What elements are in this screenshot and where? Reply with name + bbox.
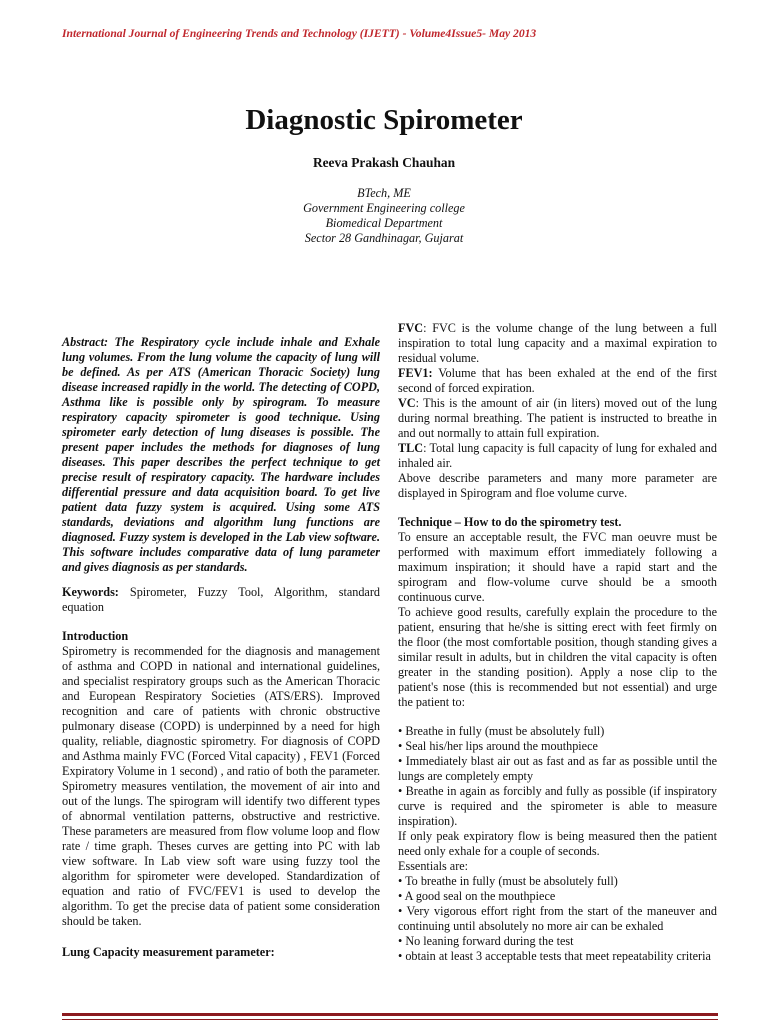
definition-sep: :: [423, 321, 433, 335]
essential-item: • A good seal on the mouthpiece: [398, 889, 556, 903]
definitions-note: Above describe parameters and many more parameter are displayed in Spirogram and floe volume curve.: [398, 471, 717, 500]
author-name: Reeva Prakash Chauhan: [312, 155, 456, 170]
essential-item: • To breathe in fully (must be absolutely full): [398, 874, 618, 888]
definition-text: This is the amount of air (in liters) moved out of the lung during normal breathing. The patient is instructed to breathe in and out normally to attain full expiration.: [398, 396, 717, 440]
definition-text: Volume that has been exhaled at the end of the first second of forced expiration.: [398, 366, 717, 395]
lung-capacity-heading: Lung Capacity measurement parameter:: [62, 945, 275, 959]
right-column: [398, 321, 717, 964]
technique-heading: Technique – How to do the spirometry test.: [398, 515, 622, 529]
paper-title: Diagnostic Spirometer: [245, 104, 523, 136]
step-item: • Breathe in fully (must be absolutely full): [398, 724, 605, 738]
technique-paragraph: To ensure an acceptable result, the FVC man oeuvre must be performed with maximum effort immediately following a maximum inspiration; it should have a rapid start and the spirogram and flow-volume curve should be a smooth continuous curve.: [398, 530, 717, 604]
essential-item: • No leaning forward during the test: [398, 934, 574, 948]
essential-item: • Very vigorous effort right from the start of the maneuver and continuing until absolutely no more air can be exhaled: [398, 904, 717, 933]
keywords: [62, 585, 380, 615]
keywords-text: Spirometer, Fuzzy Tool, Algorithm, standard equation: [62, 585, 380, 614]
definition-term: VC: [398, 396, 416, 410]
definition-fvc: [398, 321, 717, 366]
introduction-heading: Introduction: [62, 629, 129, 643]
step-item: • Immediately blast air out as fast and as far as possible until the lungs are completely empty: [398, 754, 717, 783]
introduction-text: Spirometry is recommended for the diagnosis and management of asthma and COPD in national and international guidelines, and specialist respiratory groups such as the American Thoracic and European Respiratory Societies (ATS/ERS). Improved recognition and care of patients with chronic obstructive pulmonary disease (COPD) is underpinned by a need for high quality, reliable, diagnostic spirometry. For diagnosis of COPD and Asthma mainly FVC (Forced Vital capacity) , FEV1 (Forced Expiratory Volume in 1 second) , and ratio of both the parameter. Spirometry measures ventilation, the movement of air into and out of the lungs. The spirogram will identify two different types of abnormal ventilation patterns, obstructive and restrictive. These parameters are measured from flow volume loop and flow rate / time graph. Theses curves are getting into PC with lab view software. In Lab view soft ware using fuzzy tool the algorithm for spirometer were developed. Standardization of equation and ratio of FVC/FEV1 is used to develop the algorithm. To get the precise data of patient some consideration should be taken.: [62, 644, 380, 928]
affiliation-line: Government Engineering college: [303, 201, 465, 215]
definition-fev1: [398, 366, 717, 396]
abstract: Abstract: The Respiratory cycle include inhale and Exhale lung volumes. From the lung volume the capacity of lung will be defined. As per ATS (American Thoracic Society) lung disease increased rapidly in the world. The detecting of COPD, Asthma like is possible only by spirogram. To measure respiratory capacity spirometer is good technique. Using spirometer early detection of lung diseases is possible. The present paper includes the methods for diagnoses of lung diseases. This paper describes the perfect technique to get precise result of respiratory capacity. The hardware includes differential pressure and data acquisition board. To get live patient data fuzzy system is acquired. Using some ATS standards, deviations and algorithm lung functions are diagnosed. Fuzzy system is developed in the Lab view software. This software includes comparative data of lung parameter and gives diagnosis as per standards.: [62, 335, 380, 574]
affiliation: [0, 186, 768, 246]
footer-rule-thin: [62, 1019, 718, 1020]
definition-term: FVC: [398, 321, 424, 335]
affiliation-line: Sector 28 Gandhinagar, Gujarat: [304, 231, 464, 245]
technique-paragraph: To achieve good results, carefully explain the procedure to the patient, ensuring that he/she is sitting erect with feet firmly on the floor (the most comfortable position, though standing gives a similar result in adults, but in children the vital capacity is often greater in the standing position). Apply a nose clip to the patient's nose (this is recommended but not essential) and urge the patient to:: [398, 605, 717, 709]
journal-header: International Journal of Engineering Trends and Technology (IJETT) - Volume4Issue5- May 2013: [62, 27, 537, 40]
definition-term: FEV1:: [398, 366, 433, 380]
definition-sep: :: [423, 441, 430, 455]
left-column: [62, 335, 380, 960]
definition-term: TLC: [398, 441, 424, 455]
definition-vc: [398, 396, 717, 441]
essentials-label: Essentials are:: [398, 859, 469, 873]
footer-rule: [62, 1013, 718, 1016]
essential-item: • obtain at least 3 acceptable tests that meet repeatability criteria: [398, 949, 711, 963]
definition-text: Total lung capacity is full capacity of lung for exhaled and inhaled air.: [398, 441, 717, 470]
affiliation-line: Biomedical Department: [325, 216, 443, 230]
step-item: • Seal his/her lips around the mouthpiece: [398, 739, 598, 753]
step-item: • Breathe in again as forcibly and fully as possible (if inspiratory curve is required and the spirometer is able to measure inspiration).: [398, 784, 717, 828]
keywords-label: Keywords:: [62, 585, 119, 599]
definition-tlc: [398, 441, 717, 471]
peak-flow-note: If only peak expiratory flow is being measured then the patient need only exhale for a couple of seconds.: [398, 829, 717, 858]
affiliation-line: BTech, ME: [357, 186, 411, 200]
definition-sep: :: [415, 396, 424, 410]
definition-text: FVC is the volume change of the lung between a full inspiration to total lung capacity and a maximal expiration to residual volume.: [398, 321, 717, 365]
